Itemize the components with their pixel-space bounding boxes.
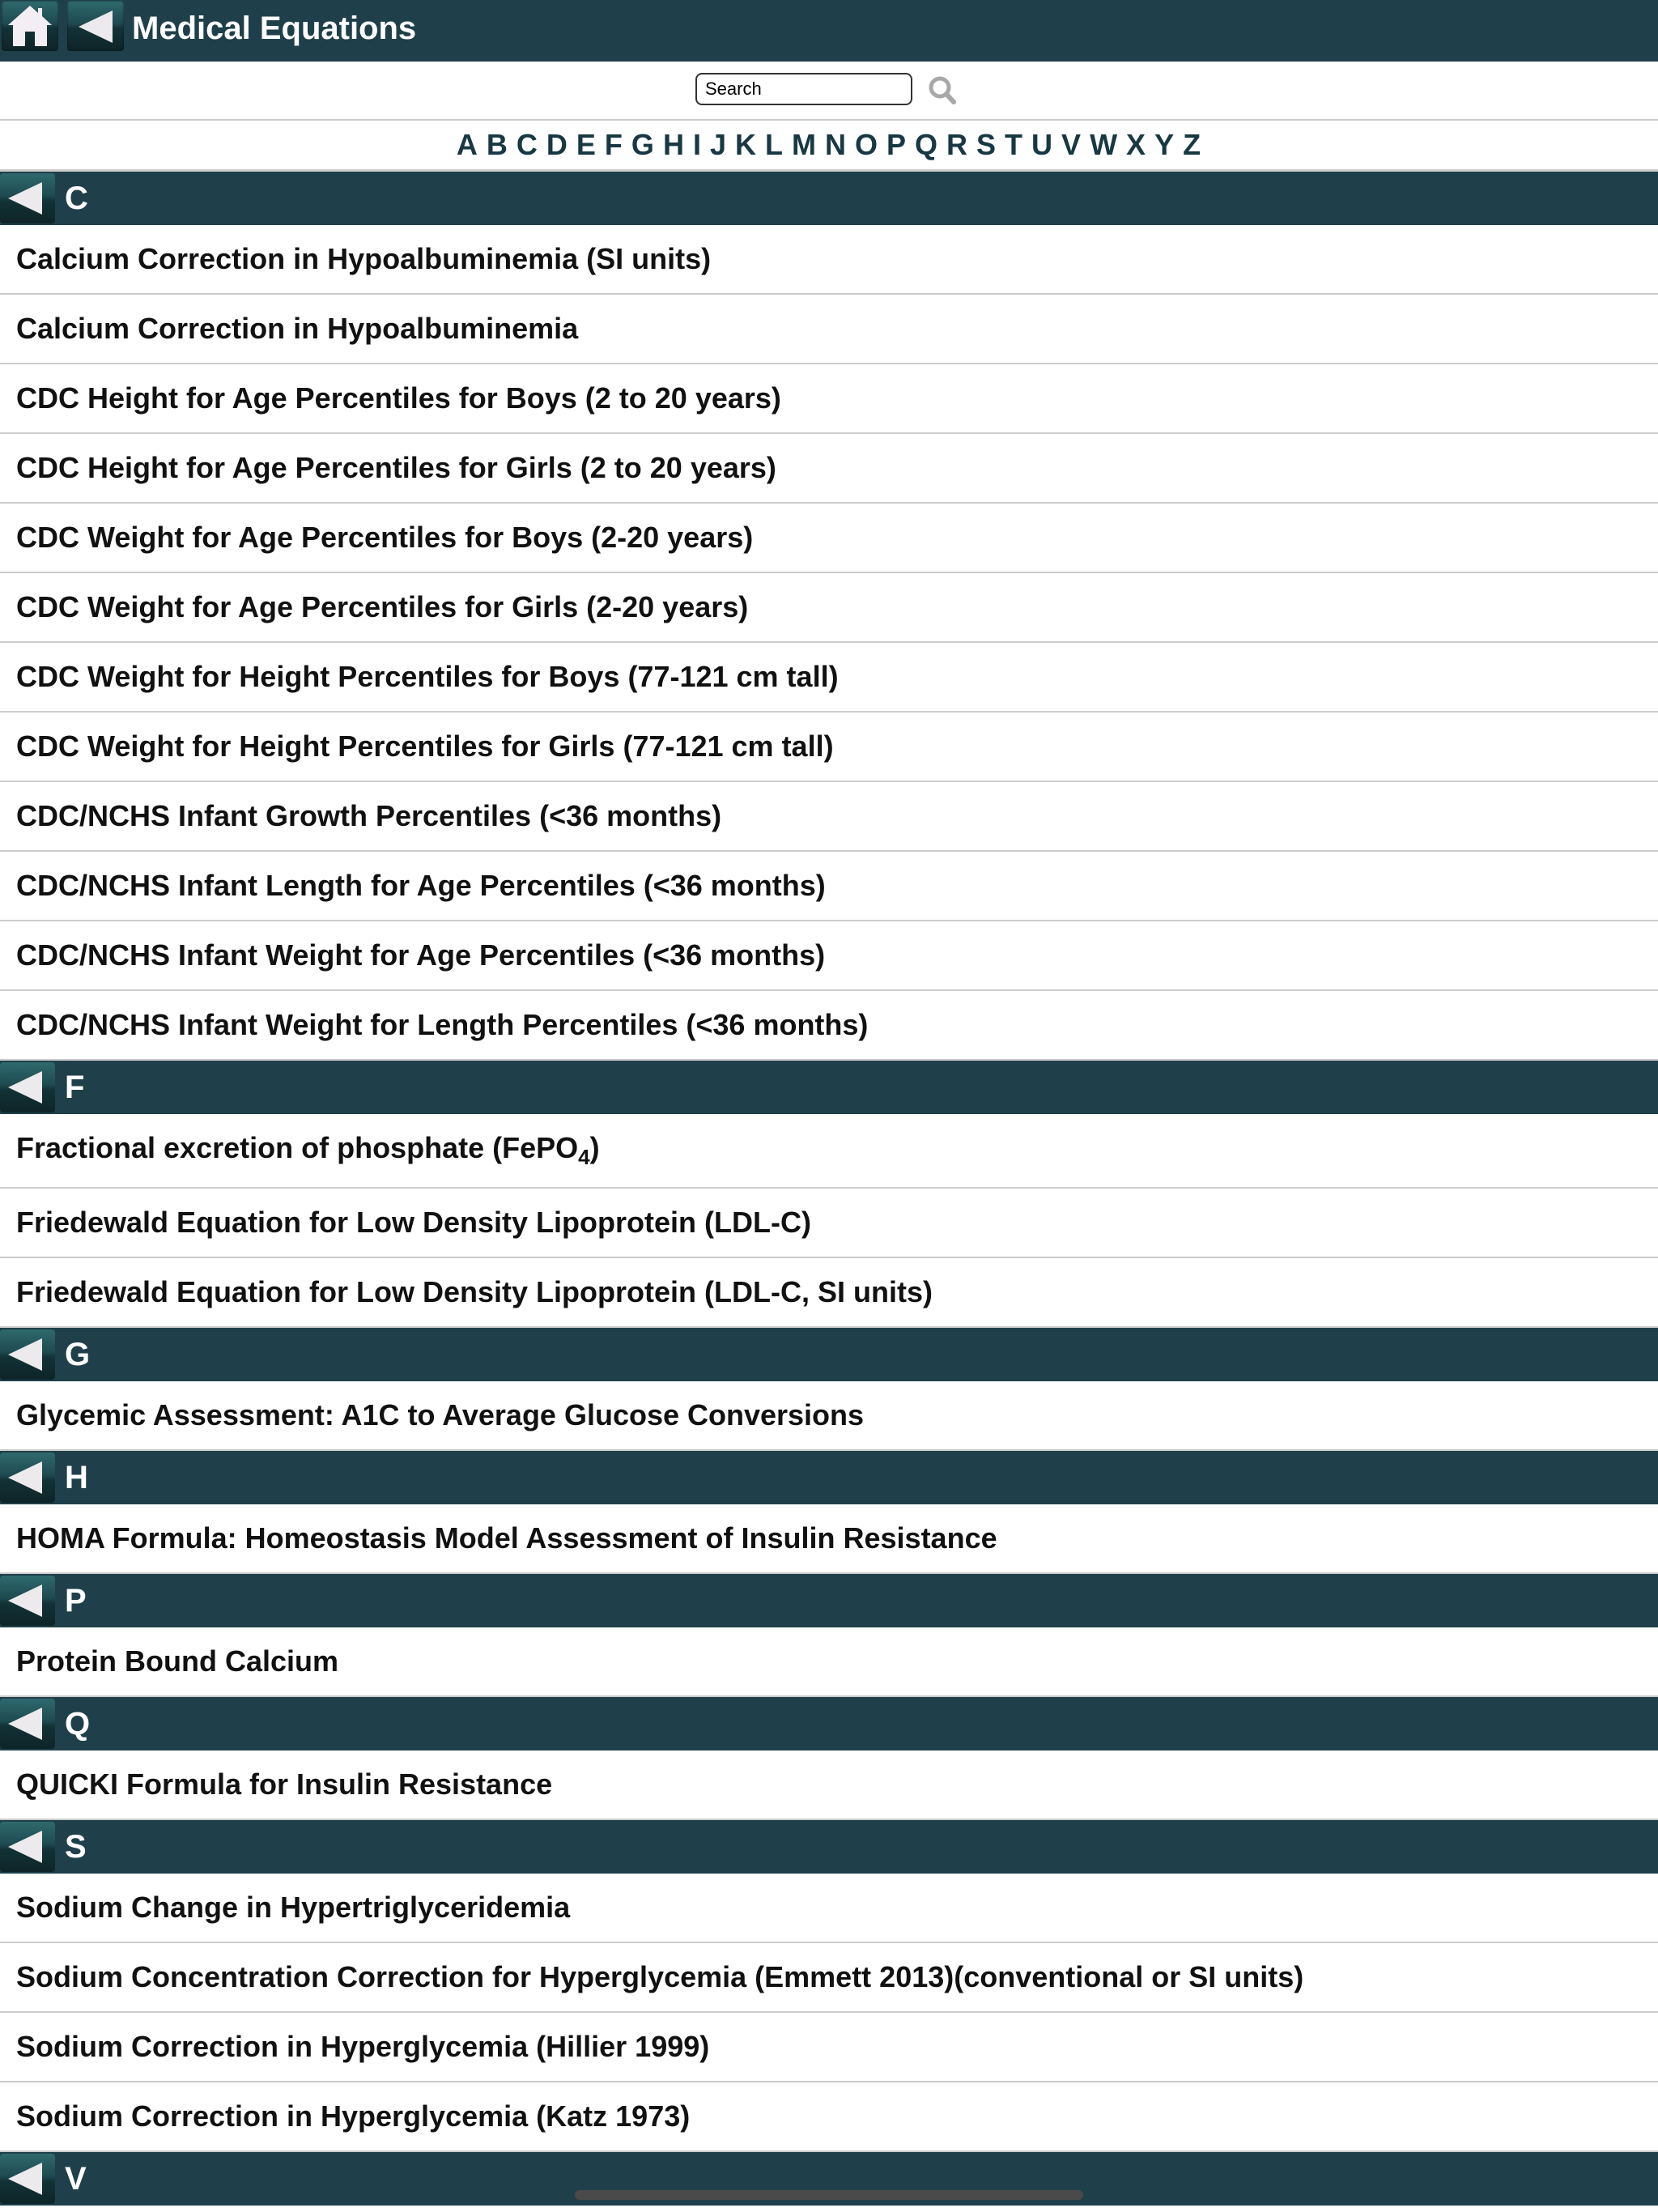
- section-back-button[interactable]: [0, 1453, 55, 1503]
- list-item[interactable]: [0, 573, 1658, 643]
- list-item[interactable]: [0, 1189, 1658, 1258]
- list-item[interactable]: [0, 1627, 1658, 1697]
- back-arrow-icon: [0, 1329, 55, 1380]
- back-arrow-icon: [0, 1822, 55, 1872]
- back-arrow-icon: [67, 1, 124, 51]
- section-letter: P: [65, 1583, 87, 1619]
- list-item[interactable]: [0, 2013, 1658, 2082]
- alphabet-letter-e[interactable]: E: [576, 128, 597, 161]
- section-back-button[interactable]: [0, 1699, 55, 1749]
- alphabet-index: [0, 121, 1658, 172]
- list-item-label: CDC Weight for Age Percentiles for Girls (2-20 years): [16, 590, 749, 623]
- list-item[interactable]: [0, 1874, 1658, 1943]
- list-item-label: Calcium Correction in Hypoalbuminemia: [16, 312, 579, 345]
- list-item[interactable]: [0, 643, 1658, 713]
- list-item-label: CDC Weight for Age Percentiles for Boys (2-20 years): [16, 521, 754, 554]
- list-item[interactable]: [0, 713, 1658, 782]
- section-letter: F: [65, 1070, 85, 1105]
- back-button[interactable]: [67, 1, 124, 51]
- section-back-button[interactable]: [0, 1329, 55, 1380]
- list-item[interactable]: [0, 1504, 1658, 1574]
- list-item[interactable]: [0, 364, 1658, 434]
- alphabet-letter-v[interactable]: V: [1061, 128, 1082, 161]
- section-letter: G: [65, 1337, 91, 1372]
- list-item-label: Friedewald Equation for Low Density Lipoprotein (LDL-C): [16, 1206, 811, 1239]
- alphabet-letter-j[interactable]: J: [709, 128, 727, 161]
- alphabet-letter-m[interactable]: M: [791, 128, 817, 161]
- section-back-button[interactable]: [0, 1822, 55, 1872]
- section-back-button[interactable]: [0, 1062, 55, 1112]
- list-item-label: CDC Height for Age Percentiles for Girls (2 to 20 years): [16, 451, 776, 484]
- alphabet-letter-d[interactable]: D: [546, 128, 568, 161]
- alphabet-letter-z[interactable]: Z: [1183, 128, 1202, 161]
- list-item[interactable]: [0, 991, 1658, 1061]
- alphabet-letter-h[interactable]: H: [662, 128, 685, 161]
- magnifier-icon: [923, 73, 963, 108]
- page-title: Medical Equations: [132, 11, 417, 46]
- list-item-label: Calcium Correction in Hypoalbuminemia (SI units): [16, 242, 712, 275]
- section-header-f: [0, 1061, 1658, 1114]
- back-arrow-icon: [0, 1453, 55, 1503]
- section-header-c: [0, 172, 1658, 225]
- alphabet-letter-w[interactable]: W: [1090, 128, 1119, 161]
- list-item-label: CDC/NCHS Infant Growth Percentiles (<36 months): [16, 799, 722, 832]
- alphabet-letter-g[interactable]: G: [631, 128, 655, 161]
- alphabet-letter-c[interactable]: C: [516, 128, 538, 161]
- equation-list: [0, 172, 1658, 2206]
- top-nav-bar: [0, 0, 1658, 62]
- alphabet-letters: [453, 127, 1205, 163]
- list-item[interactable]: [0, 1114, 1658, 1189]
- search-button[interactable]: [923, 73, 963, 108]
- list-item-label: CDC/NCHS Infant Weight for Length Percentiles (<36 months): [16, 1008, 869, 1041]
- list-item[interactable]: [0, 2082, 1658, 2152]
- section-letter: V: [65, 2161, 87, 2197]
- section-back-button[interactable]: [0, 2154, 55, 2204]
- alphabet-letter-l[interactable]: L: [764, 128, 784, 161]
- list-item-label: Sodium Correction in Hyperglycemia (Hillier 1999): [16, 2030, 710, 2063]
- back-arrow-icon: [0, 1576, 55, 1626]
- list-item[interactable]: [0, 295, 1658, 364]
- back-arrow-icon: [0, 1062, 55, 1112]
- search-bar: [0, 62, 1658, 121]
- list-item[interactable]: [0, 782, 1658, 852]
- list-item[interactable]: [0, 225, 1658, 295]
- section-letter: C: [65, 181, 88, 216]
- alphabet-letter-x[interactable]: X: [1126, 128, 1147, 161]
- list-item-label: [16, 1130, 600, 1169]
- alphabet-letter-o[interactable]: O: [854, 128, 878, 161]
- alphabet-letter-r[interactable]: R: [946, 128, 969, 161]
- section-back-button[interactable]: [0, 173, 55, 223]
- alphabet-letter-u[interactable]: U: [1031, 128, 1054, 161]
- list-item[interactable]: [0, 434, 1658, 504]
- list-item-label: Protein Bound Calcium: [16, 1644, 339, 1678]
- section-letter: S: [65, 1829, 87, 1865]
- back-arrow-icon: [0, 1699, 55, 1749]
- alphabet-letter-a[interactable]: A: [456, 128, 478, 161]
- list-item-label: CDC Height for Age Percentiles for Boys (2 to 20 years): [16, 381, 781, 415]
- list-item[interactable]: [0, 1943, 1658, 2013]
- alphabet-letter-i[interactable]: I: [692, 128, 702, 161]
- list-item[interactable]: [0, 921, 1658, 991]
- list-item-label: HOMA Formula: Homeostasis Model Assessment of Insulin Resistance: [16, 1521, 997, 1555]
- list-item-label: CDC/NCHS Infant Length for Age Percentiles (<36 months): [16, 869, 826, 902]
- home-icon: [2, 1, 58, 51]
- alphabet-letter-s[interactable]: S: [976, 128, 997, 161]
- subscript: 4: [578, 1145, 590, 1169]
- alphabet-letter-b[interactable]: B: [486, 128, 508, 161]
- section-back-button[interactable]: [0, 1576, 55, 1626]
- section-header-s: [0, 1820, 1658, 1874]
- list-item-label: Friedewald Equation for Low Density Lipoprotein (LDL-C, SI units): [16, 1275, 933, 1308]
- section-header-q: [0, 1697, 1658, 1750]
- back-arrow-icon: [0, 173, 55, 223]
- alphabet-letter-n[interactable]: N: [824, 128, 847, 161]
- home-indicator[interactable]: [575, 2190, 1083, 2200]
- list-item-label: Glycemic Assessment: A1C to Average Glucose Conversions: [16, 1398, 865, 1431]
- list-item-label: Sodium Correction in Hyperglycemia (Katz 1973): [16, 2099, 691, 2133]
- list-item-label: QUICKI Formula for Insulin Resistance: [16, 1767, 553, 1801]
- list-item[interactable]: [0, 1750, 1658, 1820]
- list-item[interactable]: [0, 1258, 1658, 1328]
- alphabet-letter-p[interactable]: P: [886, 128, 908, 161]
- list-item-label: CDC/NCHS Infant Weight for Age Percentiles (<36 months): [16, 938, 826, 972]
- home-button[interactable]: [2, 1, 58, 51]
- section-letter: H: [65, 1460, 88, 1495]
- list-item-label: Sodium Change in Hypertriglyceridemia: [16, 1891, 571, 1924]
- alphabet-letter-y[interactable]: Y: [1154, 128, 1175, 161]
- list-item[interactable]: [0, 852, 1658, 921]
- back-arrow-icon: [0, 2154, 55, 2204]
- section-letter: Q: [65, 1706, 91, 1742]
- list-item-label-suffix: ): [589, 1131, 600, 1164]
- list-item-label: Sodium Concentration Correction for Hyperglycemia (Emmett 2013)(conventional or SI units): [16, 1960, 1304, 1993]
- list-item-label: CDC Weight for Height Percentiles for Girls (77-121 cm tall): [16, 730, 834, 763]
- alphabet-letter-t[interactable]: T: [1005, 128, 1024, 161]
- list-item[interactable]: [0, 504, 1658, 573]
- section-header-h: [0, 1451, 1658, 1504]
- list-item-label-main: Fractional excretion of phosphate (FePO: [16, 1131, 579, 1164]
- list-item[interactable]: [0, 1381, 1658, 1451]
- list-item-label: CDC Weight for Height Percentiles for Boys (77-121 cm tall): [16, 660, 839, 693]
- section-header-g: [0, 1328, 1658, 1381]
- search-input[interactable]: [695, 73, 912, 105]
- section-header-p: [0, 1574, 1658, 1627]
- alphabet-letter-k[interactable]: K: [734, 128, 757, 161]
- alphabet-letter-f[interactable]: F: [604, 128, 623, 161]
- alphabet-letter-q[interactable]: Q: [915, 128, 939, 161]
